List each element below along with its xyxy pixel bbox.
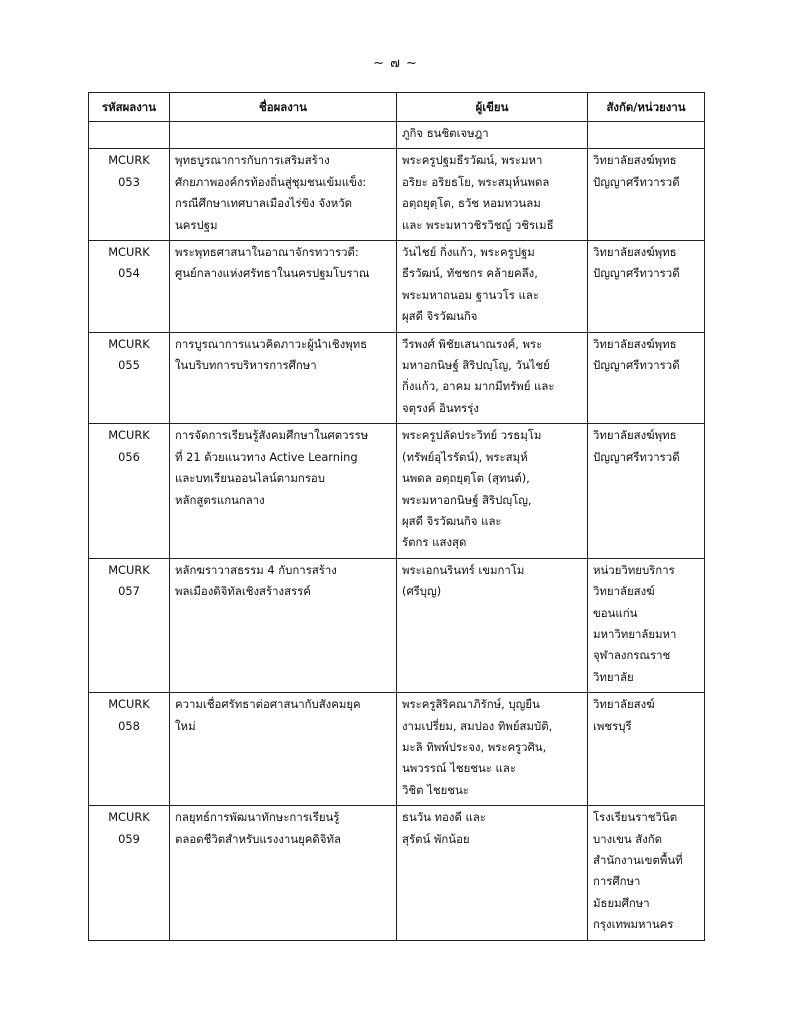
author-line: มหาอกนิษฐ์ สิริปญฺโญ, วันไชย์ <box>402 358 550 373</box>
code-line: 056 <box>118 449 140 464</box>
column-header-author: ผู้เขียน <box>397 93 588 122</box>
column-header-title: ชื่อผลงาน <box>170 93 397 122</box>
code-cell <box>89 693 170 806</box>
affiliation-line: วิทยาลัยสงฆ์ <box>593 697 655 712</box>
title-cell <box>170 149 397 241</box>
continuation-row <box>89 122 705 149</box>
affiliation-line: ปัญญาศรีทวารวดี <box>593 174 680 189</box>
author-line: พระครูปฐมธีรวัฒน์, พระมหา <box>402 153 543 168</box>
affiliation-line: มัธยมศึกษา <box>593 895 650 910</box>
affiliation-cell <box>588 241 705 333</box>
author-line: และ พระมหาวชิรวิชญ์ วชิรเมธี <box>402 217 554 232</box>
author-line: นพวรรณ์ ไชยชนะ และ <box>402 761 516 776</box>
code-cell <box>89 806 170 940</box>
author-line: ผุสดี จิรวัฒนกิจ และ <box>402 513 502 528</box>
affiliation-line: มหาวิทยาลัยมหา <box>593 626 677 641</box>
title-cell <box>170 332 397 424</box>
affiliation-line: กรุงเทพมหานคร <box>593 917 674 932</box>
code-cell <box>89 424 170 558</box>
author-line: พระมหาอกนิษฐ์ สิริปญฺโญ, <box>402 492 532 507</box>
title-line: การบูรณาการแนวคิดภาวะผู้นำเชิงพุทธ <box>175 336 368 351</box>
column-header-affiliation: สังกัด/หน่วยงาน <box>588 93 705 122</box>
author-line: ธีรวัฒน์, ทัชชกร คล้ายคลึง, <box>402 266 538 281</box>
code-line: MCURK <box>108 428 150 443</box>
table-row <box>89 149 705 241</box>
affiliation-line: วิทยาลัยสงฆ์พุทธ <box>593 153 677 168</box>
title-cell <box>170 122 397 149</box>
title-line: ใหม่ <box>175 718 196 733</box>
title-line: หลักฆราวาสธรรม 4 กับการสร้าง <box>175 562 337 577</box>
table-row <box>89 693 705 806</box>
title-line: ศักยภาพองค์กรท้องถิ่นสู่ชุมชนเข้มแข็ง: <box>175 174 367 189</box>
title-line: หลักสูตรแกนกลาง <box>175 492 265 507</box>
author-line: พระครูสิริคณาภิรักษ์, บุญยืน <box>402 697 540 712</box>
title-line: นครปฐม <box>175 217 218 232</box>
affiliation-line: วิทยาลัยสงฆ์พุทธ <box>593 428 677 443</box>
author-cell <box>397 149 588 241</box>
author-cell <box>397 558 588 692</box>
title-line: และบทเรียนออนไลน์ตามกรอบ <box>175 471 326 486</box>
table-row <box>89 424 705 558</box>
code-line: MCURK <box>108 810 150 825</box>
title-line: ศูนย์กลางแห่งศรัทธาในนครปฐมโบราณ <box>175 266 370 281</box>
author-line: จตุรงค์ อินทรรุ่ง <box>402 400 479 415</box>
affiliation-line: หน่วยวิทยบริการ <box>593 562 675 577</box>
affiliation-cell <box>588 693 705 806</box>
title-cell <box>170 693 397 806</box>
title-cell <box>170 424 397 558</box>
table-row <box>89 806 705 940</box>
author-line: (ทรัพย์อุไรรัตน์), พระสมุห์ <box>402 449 528 464</box>
affiliation-cell <box>588 558 705 692</box>
code-line: 057 <box>118 584 140 599</box>
table-row <box>89 558 705 692</box>
code-line: MCURK <box>108 697 150 712</box>
affiliation-line: ปัญญาศรีทวารวดี <box>593 266 680 281</box>
table-header-row <box>89 93 705 122</box>
affiliation-line: ขอนแก่น <box>593 605 638 620</box>
affiliation-line: จุฬาลงกรณราช <box>593 648 671 663</box>
title-line: การจัดการเรียนรู้สังคมศึกษาในศตวรรษ <box>175 428 369 443</box>
author-line: สุรัตน์ พักน้อย <box>402 831 470 846</box>
title-line: ที่ 21 ด้วยแนวทาง Active Learning <box>175 449 358 464</box>
author-line: มะลิ ทิพพ์ประจง, พระครูวศิน, <box>402 739 547 754</box>
affiliation-cell <box>588 149 705 241</box>
affiliation-line: วิทยาลัย <box>593 669 634 684</box>
affiliation-line: วิทยาลัยสงฆ์พุทธ <box>593 245 677 260</box>
author-line: อริยะ อริยธโย, พระสมุห์นพดล <box>402 174 550 189</box>
affiliation-line: วิทยาลัยสงฆ์ <box>593 584 655 599</box>
author-line: นพดล อตฺถยุตฺโต (สุทนต์), <box>402 471 530 486</box>
affiliation-line: บางเขน สังกัด <box>593 831 663 846</box>
title-line: กรณีศึกษาเทศบาลเมืองไร่ขิง จังหวัด <box>175 196 353 211</box>
author-cell <box>397 332 588 424</box>
code-cell <box>89 241 170 333</box>
author-line: รัตกร แสงสุด <box>402 535 467 550</box>
table-row <box>89 241 705 333</box>
author-cell <box>397 241 588 333</box>
code-line: 053 <box>118 174 140 189</box>
code-line: 054 <box>118 266 140 281</box>
code-line: MCURK <box>108 562 150 577</box>
affiliation-cell <box>588 122 705 149</box>
code-cell <box>89 332 170 424</box>
title-cell <box>170 241 397 333</box>
code-cell <box>89 558 170 692</box>
author-cell <box>397 122 588 149</box>
author-line: วันไชย์ กิ่งแก้ว, พระครูปฐม <box>402 245 535 260</box>
affiliation-line: การศึกษา <box>593 874 641 889</box>
author-line: (ศรีบุญ) <box>402 584 442 599</box>
affiliation-line: ปัญญาศรีทวารวดี <box>593 358 680 373</box>
author-line: กิ่งแก้ว, อาคม มากมีทรัพย์ และ <box>402 379 555 394</box>
title-cell <box>170 806 397 940</box>
title-line: พุทธบูรณาการกับการเสริมสร้าง <box>175 153 330 168</box>
author-line: ผุสดี จิรวัฒนกิจ <box>402 309 478 324</box>
author-line: พระครูปลัดประวิทย์ วรธมฺโม <box>402 428 542 443</box>
code-cell <box>89 122 170 149</box>
code-line: 055 <box>118 358 140 373</box>
affiliation-cell <box>588 806 705 940</box>
author-line: ธนวัน ทองดี และ <box>402 810 486 825</box>
title-line: ความเชื่อศรัทธาต่อศาสนากับสังคมยุค <box>175 697 361 712</box>
affiliation-line: ปัญญาศรีทวารวดี <box>593 449 680 464</box>
author-line: วิชิต ไชยชนะ <box>402 782 469 797</box>
code-line: MCURK <box>108 336 150 351</box>
code-line: 059 <box>118 831 140 846</box>
affiliation-line: วิทยาลัยสงฆ์พุทธ <box>593 336 677 351</box>
author-line: พระเอกนรินทร์ เขมกาโม <box>402 562 525 577</box>
page-number: ~ ๗ ~ <box>373 56 418 71</box>
table-row <box>89 332 705 424</box>
affiliation-cell <box>588 424 705 558</box>
author-line: วีรพงศ์ พิชัยเสนาณรงค์, พระ <box>402 336 543 351</box>
author-cell <box>397 424 588 558</box>
affiliation-line: เพชรบุรี <box>593 718 632 733</box>
column-header-code: รหัสผลงาน <box>89 93 170 122</box>
author-cell <box>397 693 588 806</box>
author-line: งามเปรี่ยม, สมปอง ทิพย์สมบัติ, <box>402 718 553 733</box>
code-line: MCURK <box>108 153 150 168</box>
title-line: พระพุทธศาสนาในอาณาจักรทวารวดี: <box>175 245 359 260</box>
title-line: ในบริบทการบริหารการศึกษา <box>175 358 317 373</box>
author-line: อตฺถยุตฺโต, ธวัช หอมทวนลม <box>402 196 541 211</box>
author-line: พระมหาถนอม ฐานวโร และ <box>402 287 539 302</box>
affiliation-line: สำนักงานเขตพื้นที่ <box>593 853 683 867</box>
title-line: ตลอดชีวิตสำหรับแรงงานยุคดิจิทัล <box>175 831 341 846</box>
code-line: MCURK <box>108 245 150 260</box>
title-cell <box>170 558 397 692</box>
research-results-table <box>88 92 705 941</box>
code-cell <box>89 149 170 241</box>
author-line: ภูกิจ ธนชิตเจษฎา <box>402 126 489 140</box>
title-line: กลยุทธ์การพัฒนาทักษะการเรียนรู้ <box>175 810 340 825</box>
code-line: 058 <box>118 718 140 733</box>
affiliation-cell <box>588 332 705 424</box>
affiliation-line: โรงเรียนราชวินิต <box>593 810 678 825</box>
author-cell <box>397 806 588 940</box>
title-line: พลเมืองดิจิทัลเชิงสร้างสรรค์ <box>175 584 311 599</box>
